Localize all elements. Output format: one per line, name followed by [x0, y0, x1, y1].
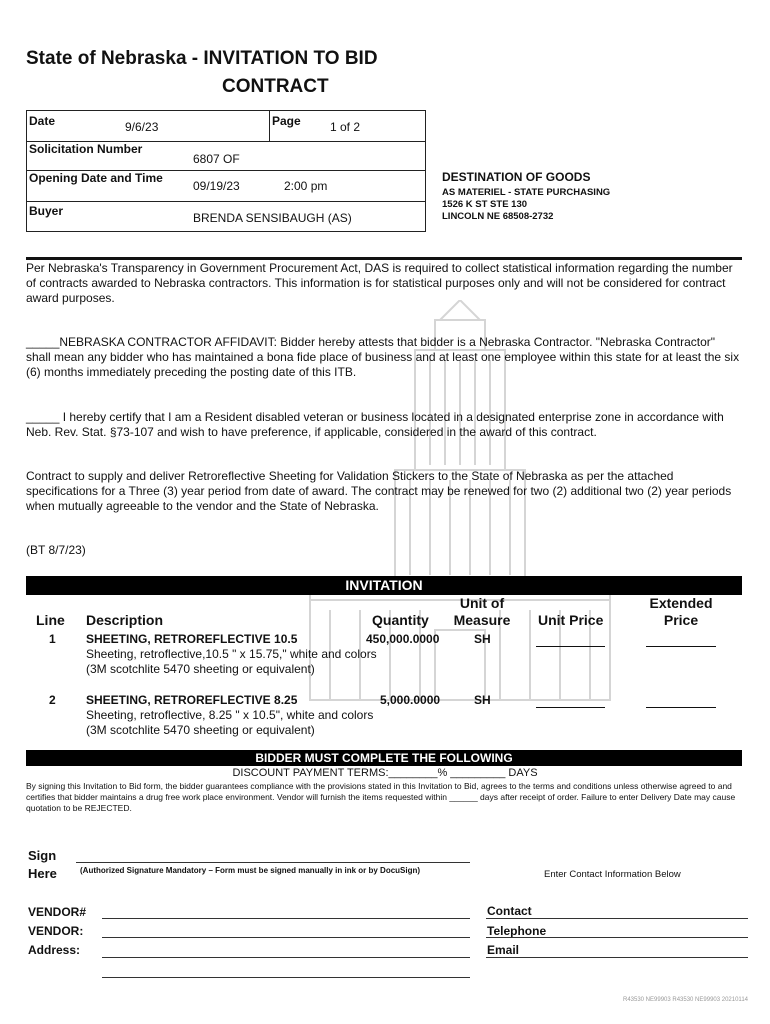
footer-code: R43530 NE99903 R43530 NE99903 20210114	[623, 997, 748, 1003]
col-unit-line1: Unit of	[459, 595, 505, 611]
date-value: 9/6/23	[125, 120, 159, 134]
destination-line3: LINCOLN NE 68508-2732	[442, 211, 554, 222]
solicitation-value: 6807 OF	[193, 152, 240, 166]
col-quantity: Quantity	[372, 612, 429, 628]
header-info-box	[26, 110, 426, 232]
col-description: Description	[86, 612, 164, 628]
item-quantity: 450,000.0000	[366, 632, 440, 646]
terms-paragraph: By signing this Invitation to Bid form, the bidder guarantees compliance with the provisions stated in this Invitation to Bid, agrees to the terms and conditions unless otherwise agreed to and certifies that bidder maintains a drug free work place environment. Vendor will furnish the items requested within ______ days after receipt of order. Failure to enter Delivery Date may cause quotation to be REJECTED.	[26, 781, 736, 813]
page-title-contract: CONTRACT	[222, 76, 329, 97]
header-rule	[26, 257, 742, 260]
address-field-2[interactable]	[102, 977, 470, 978]
invitation-bar: INVITATION	[26, 576, 742, 595]
buyer-row	[27, 202, 425, 232]
item-quantity: 5,000.0000	[380, 693, 441, 707]
item-description-1: Sheeting, retroflective, 8.25 " x 10.5", white and colors	[86, 708, 374, 722]
veteran-paragraph: _____ I hereby certify that I am a Resident disabled veteran or business located in a designated enterprise zone in accordance with Neb. Rev. Stat. §73-107 and wish to have preference, if applicable, considered in the award of this contract.	[26, 410, 724, 439]
destination-block	[442, 170, 610, 223]
page-value: 1 of 2	[330, 120, 361, 134]
address-field-1[interactable]	[102, 957, 470, 958]
col-ext-line1: Extended	[649, 595, 713, 611]
table-row	[0, 693, 770, 743]
col-unit-line2: Measure	[453, 612, 511, 628]
extended-price-field[interactable]	[646, 632, 716, 647]
buyer-value: BRENDA SENSIBAUGH (AS)	[193, 211, 352, 225]
page-label: Page	[272, 114, 301, 128]
sign-here-label	[28, 847, 57, 883]
page-title: State of Nebraska - INVITATION TO BID	[26, 48, 378, 69]
page-divider	[269, 111, 270, 141]
contact-label: Contact	[487, 904, 532, 918]
address-label: Address:	[28, 943, 81, 957]
transparency-paragraph: Per Nebraska's Transparency in Government Procurement Act, DAS is required to collect statistical information regarding the number of contracts awarded to Nebraska contractors. This information is for statistical purposes only and will not be considered for contract award purposes.	[26, 261, 733, 305]
contract-paragraph: Contract to supply and deliver Retroreflective Sheeting for Validation Stickers to the State of Nebraska as per the attached specifications for a Three (3) year period from date of award. The contract may be renewed for two (2) additional two (2) year periods when mutually agreeable to the vendor and the State of Nebraska.	[26, 469, 732, 513]
vendor-number-label: VENDOR#	[28, 905, 87, 919]
telephone-field[interactable]	[486, 937, 748, 938]
email-field[interactable]	[486, 957, 748, 958]
destination-heading: DESTINATION OF GOODS	[442, 170, 591, 184]
table-row	[0, 632, 770, 682]
solicitation-row	[27, 142, 425, 171]
contact-field[interactable]	[486, 918, 748, 919]
telephone-label: Telephone	[487, 924, 547, 938]
opening-row	[27, 171, 425, 202]
destination-line2: 1526 K ST STE 130	[442, 199, 528, 210]
date-label: Date	[29, 114, 56, 128]
opening-label: Opening Date and Time	[29, 171, 163, 185]
item-line-number: 2	[49, 693, 56, 707]
signature-note: (Authorized Signature Mandatory – Form must be signed manually in ink or by DocuSign)	[80, 866, 421, 875]
col-ext-line2: Price	[663, 612, 699, 628]
unit-price-field[interactable]	[536, 693, 605, 708]
item-name: SHEETING, RETROREFLECTIVE 8.25	[86, 693, 298, 707]
bt-note: (BT 8/7/23)	[26, 543, 86, 557]
item-line-number: 1	[49, 632, 56, 646]
buyer-label: Buyer	[29, 204, 64, 218]
opening-date: 09/19/23	[193, 179, 240, 193]
vendor-label: VENDOR:	[28, 924, 84, 938]
bidder-must-complete-bar: BIDDER MUST COMPLETE THE FOLLOWING	[26, 750, 742, 766]
unit-price-field[interactable]	[536, 632, 605, 647]
item-description-2: (3M scotchlite 5470 sheeting or equivalent)	[86, 723, 315, 737]
item-description-1: Sheeting, retroflective,10.5 " x 15.75," white and colors	[86, 647, 377, 661]
col-extended-price	[645, 595, 717, 629]
solicitation-label: Solicitation Number	[29, 142, 143, 156]
col-line: Line	[36, 612, 65, 628]
email-label: Email	[487, 943, 520, 957]
vendor-number-field[interactable]	[102, 918, 470, 919]
item-unit: SH	[474, 693, 491, 707]
contractor-affidavit-paragraph: _____NEBRASKA CONTRACTOR AFFIDAVIT: Bidder hereby attests that bidder is a Nebraska Contractor. "Nebraska Contractor" shall mean any bidder who has maintained a bona fide place of business and at least one employee within this state for at least the six (6) months immediately preceding the posting date of this ITB.	[26, 335, 740, 379]
destination-line1: AS MATERIEL - STATE PURCHASING	[442, 187, 611, 198]
discount-terms: DISCOUNT PAYMENT TERMS:________% _________ DAYS	[232, 767, 538, 779]
sign-label-1: Sign	[28, 848, 57, 863]
sign-label-2: Here	[28, 866, 57, 881]
vendor-field[interactable]	[102, 937, 470, 938]
extended-price-field[interactable]	[646, 693, 716, 708]
signature-line[interactable]	[76, 862, 470, 863]
item-name: SHEETING, RETROREFLECTIVE 10.5	[86, 632, 298, 646]
col-unit-price: Unit Price	[538, 612, 604, 628]
opening-time: 2:00 pm	[284, 179, 328, 193]
date-row	[27, 111, 425, 142]
item-description-2: (3M scotchlite 5470 sheeting or equivalent)	[86, 662, 315, 676]
contact-note: Enter Contact Information Below	[544, 869, 681, 880]
item-unit: SH	[474, 632, 491, 646]
col-unit-of-measure	[452, 595, 512, 629]
